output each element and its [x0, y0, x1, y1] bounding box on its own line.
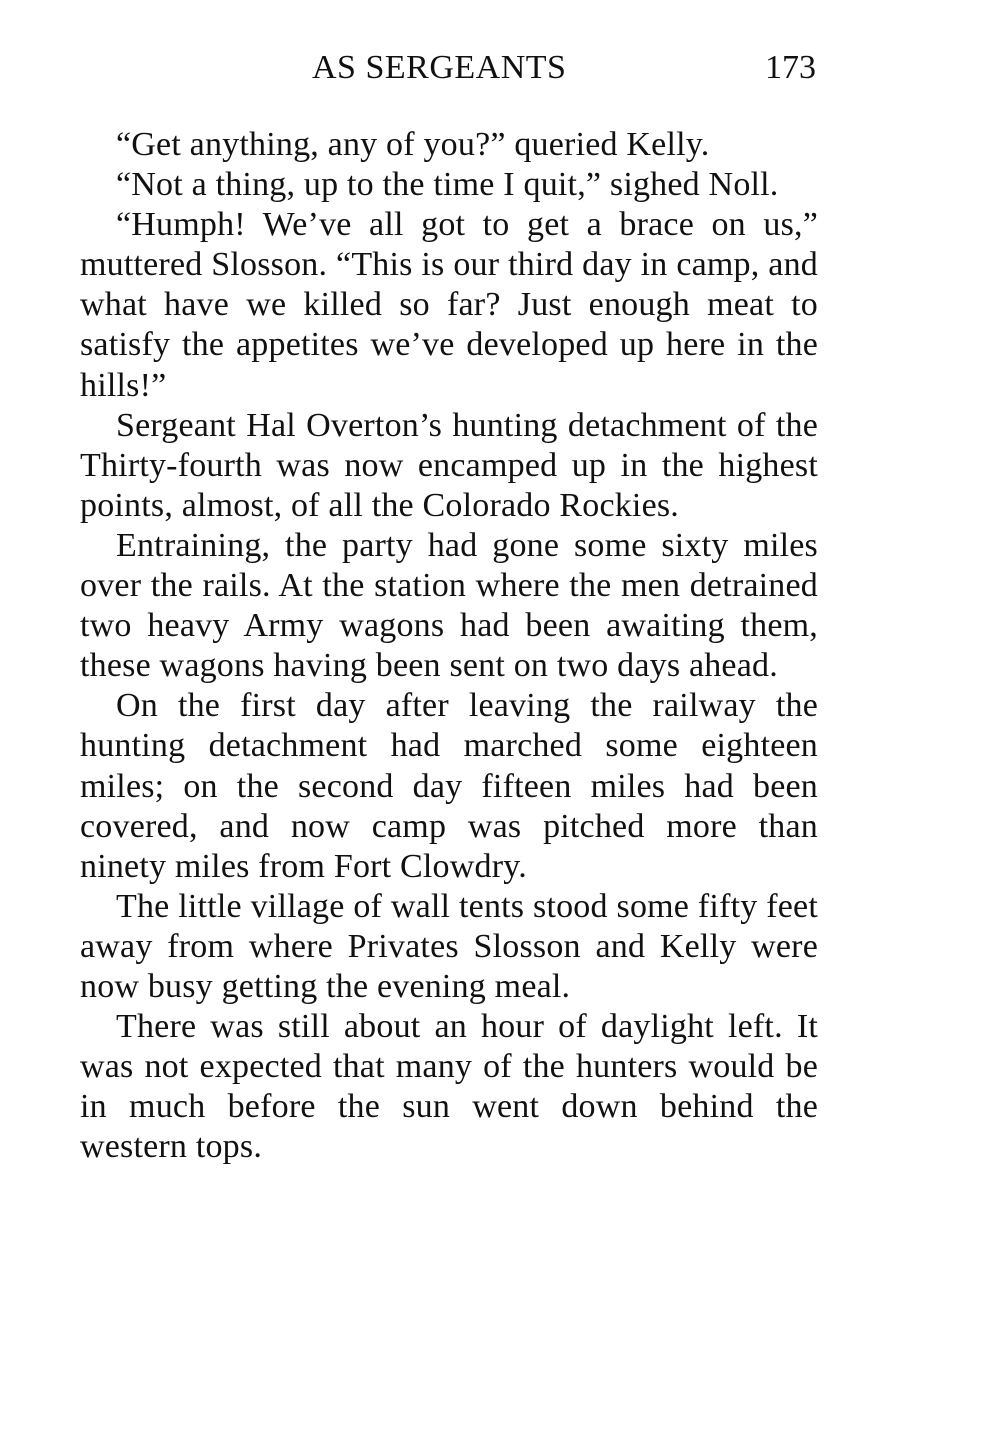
body-text	[80, 125, 818, 1167]
paragraph-noll-reply: “Not a thing, up to the time I quit,” sighed Noll.	[116, 166, 779, 204]
paragraph-detachment-location: Sergeant Hal Overton’s hunting detachment of the Thirty-fourth was now encamped up in the highest points, almost, of all the Colorado Rockies.	[80, 406, 818, 524]
page-number: 173	[765, 49, 816, 86]
running-title: AS SERGEANTS	[312, 49, 567, 86]
paragraph-march: On the first day after leaving the railway the hunting detachment had marched some eighteen miles; on the second day fifteen miles had been covered, and now camp was pitched more than ninety miles from Fort Clowdry.	[80, 687, 818, 885]
paragraph-entraining: Entraining, the party had gone some sixty miles over the rails. At the station where the men detrained two heavy Army wagons had been awaiting them, these wagons having been sent on two days ahead.	[80, 526, 818, 685]
book-page	[80, 40, 818, 1167]
running-head	[80, 40, 818, 96]
paragraph-kelly-query: “Get anything, any of you?” queried Kelly.	[116, 126, 710, 163]
paragraph-slosson-complaint: “Humph! We’ve all got to get a brace on us,” muttered Slosson. “This is our third day in camp, and what have we killed so far? Just enough meat to satisfy the appetites we’ve developed up here in the hills!”	[80, 206, 818, 404]
paragraph-wall-tents: The little village of wall tents stood some fifty feet away from where Privates Slosson and Kelly were now busy getting the evening meal.	[80, 887, 818, 1005]
paragraph-daylight: There was still about an hour of daylight left. It was not expected that many of the hunters would be in much before the sun went down behind the western tops.	[80, 1008, 818, 1166]
